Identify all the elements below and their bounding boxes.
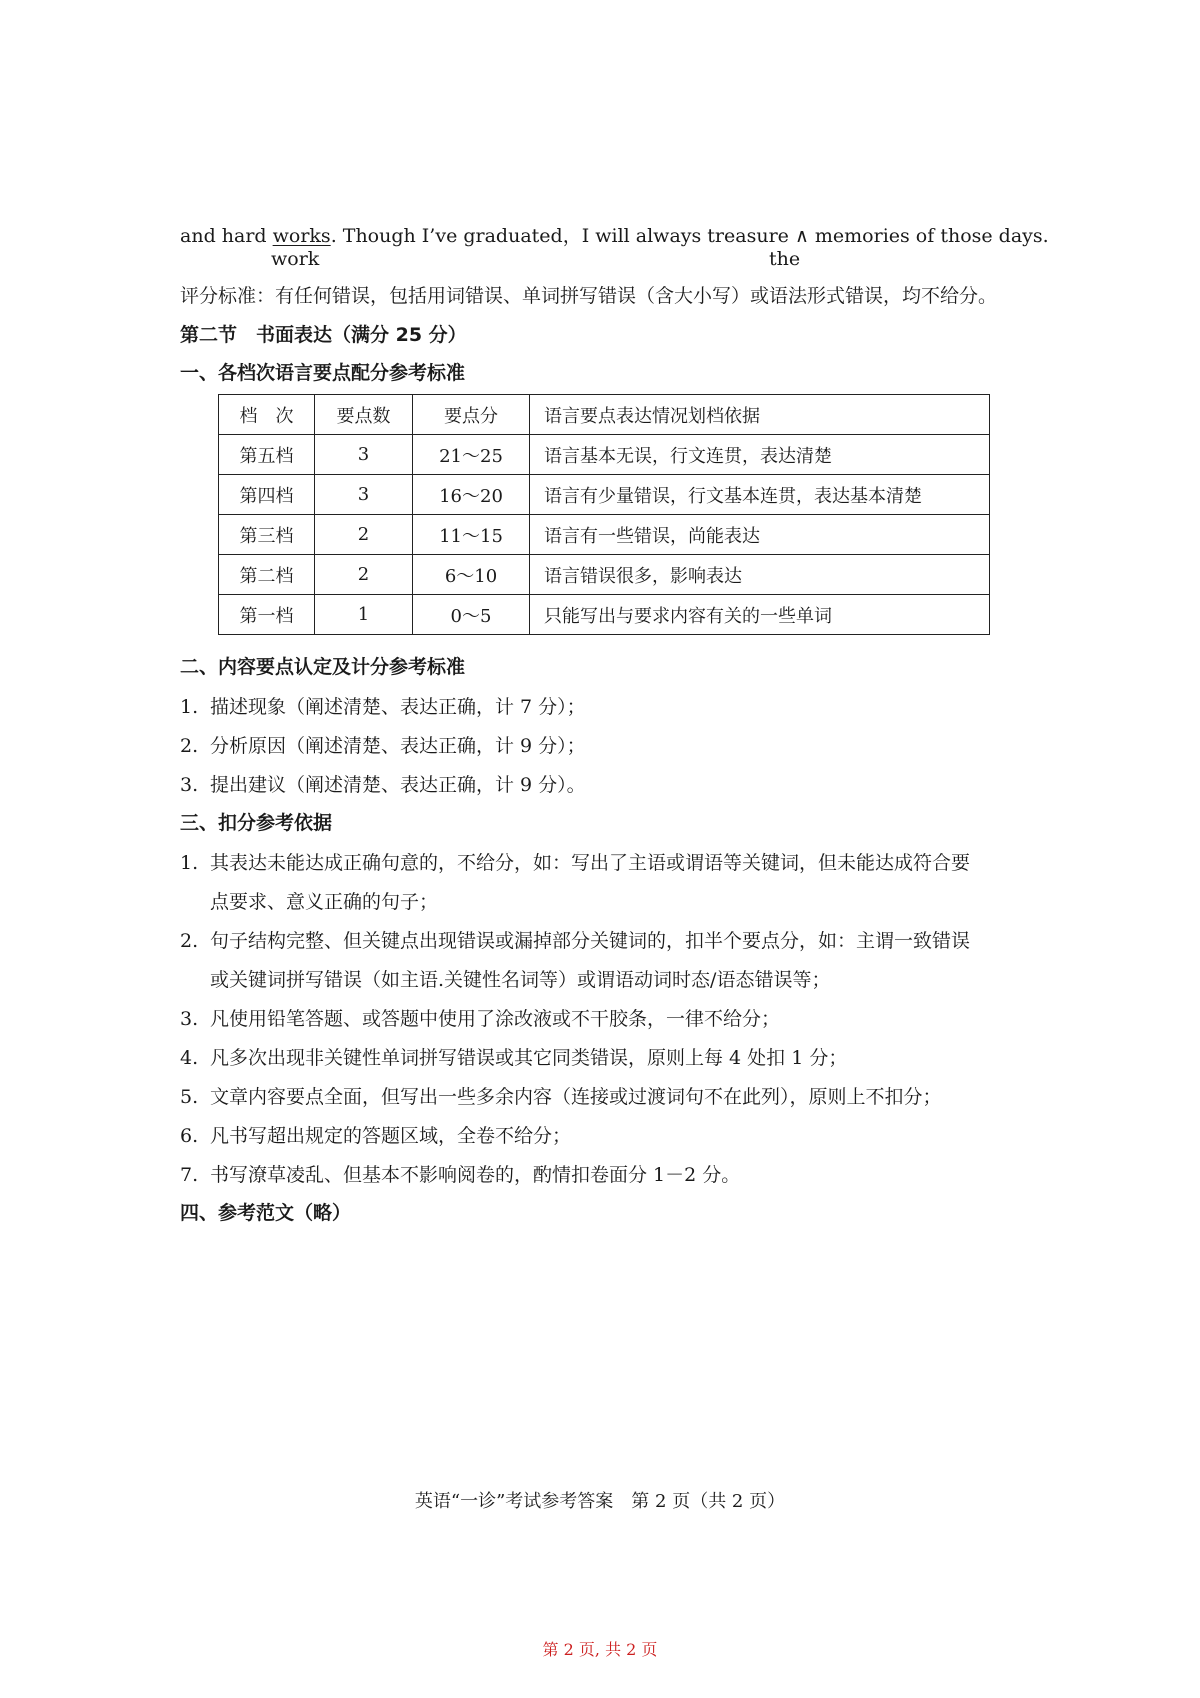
item-number: 6. <box>180 1125 199 1147</box>
scoring-rule: 评分标准：有任何错误，包括用词错误、单词拼写错误（含大小写）或语法形式错误，均不给分。 <box>180 285 998 307</box>
page-indicator: 第 2 页, 共 2 页 <box>542 1640 658 1659</box>
table-row <box>219 435 990 475</box>
item-number: 1. <box>180 852 199 874</box>
cell-score: 21～25 <box>413 435 530 475</box>
item-text: 凡多次出现非关键性单词拼写错误或其它同类错误，原则上每 4 处扣 1 分； <box>210 1047 848 1069</box>
item-text: 分析原因（阐述清楚、表达正确，计 9 分）； <box>210 735 586 757</box>
item-text: 书写潦草凌乱、但基本不影响阅卷的，酌情扣卷面分 1－2 分。 <box>210 1164 741 1186</box>
deduction-item-continued: 点要求、意义正确的句子； <box>210 891 439 913</box>
insert-caret: ∧ <box>794 225 809 247</box>
item-number: 3. <box>180 1008 199 1030</box>
part4-heading: 四、参考范文（略） <box>180 1202 352 1224</box>
cell-level: 第二档 <box>219 555 315 595</box>
part1-heading: 一、各档次语言要点配分参考标准 <box>180 362 466 384</box>
correction-word-work: work <box>271 248 320 270</box>
deduction-item <box>180 848 970 875</box>
table-row <box>219 555 990 595</box>
deduction-item <box>180 1043 847 1070</box>
item-number: 2. <box>180 735 199 757</box>
item-number: 3. <box>180 774 199 796</box>
item-text: 凡使用铅笔答题、或答题中使用了涂改液或不干胶条，一律不给分； <box>210 1008 781 1030</box>
cell-score: 16～20 <box>413 475 530 515</box>
item-text: 凡书写超出规定的答题区域，全卷不给分； <box>210 1125 572 1147</box>
item-number: 4. <box>180 1047 199 1069</box>
deduction-item <box>180 1004 780 1031</box>
cell-score: 0～5 <box>413 595 530 635</box>
item-text: 文章内容要点全面，但写出一些多余内容（连接或过渡词句不在此列），原则上不扣分； <box>210 1086 942 1108</box>
cell-score: 6～10 <box>413 555 530 595</box>
content-point <box>180 692 586 719</box>
table-row <box>219 475 990 515</box>
section2-title: 第二节 书面表达（满分 25 分） <box>180 324 467 346</box>
deduction-item <box>180 1160 740 1187</box>
cell-points: 1 <box>315 595 413 635</box>
deduction-item <box>180 1082 942 1109</box>
cell-points: 3 <box>315 435 413 475</box>
sentence-part2: . Though I’ve graduated，I will always treasure <box>330 225 795 247</box>
item-text: 句子结构完整、但关键点出现错误或漏掉部分关键词的，扣半个要点分，如：主谓一致错误 <box>210 930 971 952</box>
cell-desc: 语言错误很多，影响表达 <box>530 555 990 595</box>
cell-points: 3 <box>315 475 413 515</box>
sentence-part3: memories of those days. <box>808 225 1049 247</box>
page-footer: 英语“一诊”考试参考答案 第 2 页（共 2 页） <box>414 1491 786 1512</box>
cell-points: 2 <box>315 555 413 595</box>
cell-level: 第一档 <box>219 595 315 635</box>
content-point <box>180 770 586 797</box>
item-text: 描述现象（阐述清楚、表达正确，计 7 分）； <box>210 696 586 718</box>
wrong-word: works <box>272 225 331 247</box>
deduction-item-continued: 或关键词拼写错误（如主语.关键性名词等）或谓语动词时态/语态错误等； <box>210 969 831 991</box>
deduction-item <box>180 926 970 953</box>
cell-desc: 语言基本无误，行文连贯，表达清楚 <box>530 435 990 475</box>
correction-sentence <box>180 221 1049 248</box>
item-number: 5. <box>180 1086 199 1108</box>
item-number: 2. <box>180 930 199 952</box>
part2-heading: 二、内容要点认定及计分参考标准 <box>180 656 466 678</box>
item-number: 1. <box>180 696 199 718</box>
item-text: 其表达未能达成正确句意的，不给分，如：写出了主语或谓语等关键词，但未能达成符合要 <box>210 852 971 874</box>
header-desc: 语言要点表达情况划档依据 <box>530 395 990 435</box>
header-level: 档 次 <box>219 395 315 435</box>
sentence-part1: and hard <box>180 225 273 247</box>
deduction-item <box>180 1121 571 1148</box>
cell-desc: 只能写出与要求内容有关的一些单词 <box>530 595 990 635</box>
cell-desc: 语言有少量错误，行文基本连贯，表达基本清楚 <box>530 475 990 515</box>
header-score: 要点分 <box>413 395 530 435</box>
cell-score: 11～15 <box>413 515 530 555</box>
cell-level: 第三档 <box>219 515 315 555</box>
cell-desc: 语言有一些错误，尚能表达 <box>530 515 990 555</box>
cell-level: 第五档 <box>219 435 315 475</box>
item-number: 7. <box>180 1164 199 1186</box>
correction-word-the: the <box>769 248 801 270</box>
table-row <box>219 595 990 635</box>
part3-heading: 三、扣分参考依据 <box>180 812 333 834</box>
table-row <box>219 515 990 555</box>
cell-points: 2 <box>315 515 413 555</box>
header-points: 要点数 <box>315 395 413 435</box>
content-point <box>180 731 586 758</box>
cell-level: 第四档 <box>219 475 315 515</box>
item-text: 提出建议（阐述清楚、表达正确，计 9 分）。 <box>210 774 586 796</box>
grading-table <box>218 394 990 635</box>
table-header-row <box>219 395 990 435</box>
